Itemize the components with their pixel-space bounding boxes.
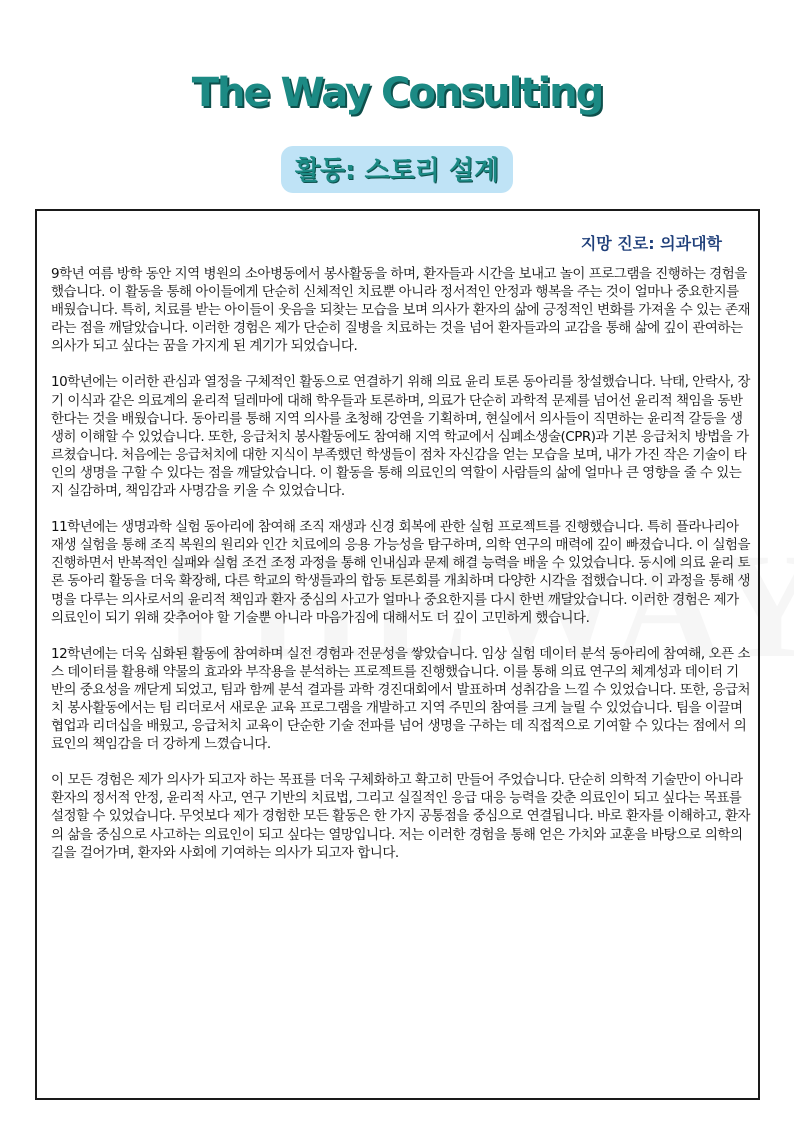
career-goal-label: 지망 진로: 의과대학 [580,234,722,253]
paragraph-conclusion: 이 모든 경험은 제가 의사가 되고자 하는 목표를 더욱 구체화하고 확고히 만들어 주었습니다. 단순히 의학적 기술만이 아니라 환자의 정서적 안정, 윤리적 사고, 연구 기반의 치료법, 그리고 실질적인 응급 대응 능력을 갖춘 의료인이 되고 싶다는 목표를 설정할 수 있었습니다. 무엇보다 제가 경험한 모든 활동은 한 가지 공통점을 중심으로 연결됩니다. 바로 환자를 이해하고, 환자의 삶을 중심으로 사고하는 의료인이 되고 싶다는 열망입니다. 저는 이러한 경험을 통해 얻은 가치와 교훈을 바탕으로 의학의 길을 걸어가며, 환자와 사회에 기여하는 의사가 되고자 합니다. [51,772,751,861]
paragraph-grade-11: 11학년에는 생명과학 실험 동아리에 참여해 조직 재생과 신경 회복에 관한 실험 프로젝트를 진행했습니다. 특히 플라나리아 재생 실험을 통해 조직 복원의 원리와 인간 치료에의 응용 가능성을 탐구하며, 의학 연구의 매력에 깊이 빠졌습니다. 이 실험을 진행하면서 반복적인 실패와 실험 조건 조정 과정을 통해 인내심과 문제 해결 능력을 배울 수 있었습니다. 동시에 의료 윤리 토론 동아리 활동을 더욱 확장해, 다른 학교의 학생들과의 합동 토론회를 개최하며 다양한 시각을 접했습니다. 이 과정을 통해 생명을 다루는 의사로서의 윤리적 책임과 환자 중심의 사고가 얼마나 중요한지를 다시 한번 깨달았습니다. 이러한 경험은 제가 의료인이 되기 위해 갖추어야 할 기술뿐 아니라 마음가짐에 대해서도 더 깊이 고민하게 했습니다. [51,519,751,626]
subtitle-container [0,146,794,193]
story-body [51,265,751,880]
paragraph-grade-12: 12학년에는 더욱 심화된 활동에 참여하며 실전 경험과 전문성을 쌓았습니다. 임상 실험 데이터 분석 동아리에 참여해, 오픈 소스 데이터를 활용해 약물의 효과와 부작용을 분석하는 프로젝트를 진행했습니다. 이를 통해 의료 연구의 체계성과 데이터 기반의 중요성을 깨닫게 되었고, 팀과 함께 분석 결과를 과학 경진대회에서 발표하며 성취감을 느낄 수 있었습니다. 또한, 응급처치 봉사활동에서는 팀 리더로서 새로운 교육 프로그램을 개발하고 지역 주민의 참여를 크게 늘릴 수 있었습니다. 팀을 이끌며 협업과 리더십을 배웠고, 응급처치 교육이 단순한 기술 전파를 넘어 생명을 구하는 데 직접적으로 기여할 수 있다는 점에서 의료인의 책임감을 더 강하게 느꼈습니다. [51,645,751,753]
paragraph-grade-10: 10학년에는 이러한 관심과 열정을 구체적인 활동으로 연결하기 위해 의료 윤리 토론 동아리를 창설했습니다. 낙태, 안락사, 장기 이식과 같은 의료계의 윤리적 딜레마에 대해 학우들과 토론하며, 의료가 단순히 과학적 문제를 넘어선 윤리적 책임을 동반한다는 것을 배웠습니다. 동아리를 통해 지역 의사를 초청해 강연을 기획하며, 현실에서 의사들이 직면하는 윤리적 갈등을 생생히 이해할 수 있었습니다. 또한, 응급처치 봉사활동에도 참여해 지역 학교에서 심폐소생술(CPR)과 기본 응급처치 방법을 가르쳤습니다. 처음에는 응급처치에 대한 지식이 부족했던 학생들이 점차 자신감을 얻는 모습을 보며, 내가 가진 작은 기술이 타인의 생명을 구할 수 있다는 점을 깨달았습니다. 이 활동을 통해 의료인의 역할이 사람들의 삶에 얼마나 큰 영향을 줄 수 있는지 실감하며, 책임감과 사명감을 키울 수 있었습니다. [51,374,750,500]
paragraph-grade-9: 9학년 여름 방학 동안 지역 병원의 소아병동에서 봉사활동을 하며, 환자들과 시간을 보내고 놀이 프로그램을 진행하는 경험을 했습니다. 이 활동을 통해 아이들에게 단순히 신체적인 치료뿐 아니라 정서적인 안정과 행복을 주는 것이 얼마나 중요한지를 배웠습니다. 특히, 치료를 받는 아이들이 웃음을 되찾는 모습을 보며 의사가 환자의 삶에 긍정적인 변화를 가져올 수 있는 존재라는 점을 깨달았습니다. 이러한 경험은 제가 단순히 질병을 치료하는 것을 넘어 환자들과의 교감을 통해 삶에 깊이 관여하는 의사가 되고 싶다는 꿈을 가지게 된 계기가 되었습니다. [51,266,751,355]
document-frame [35,209,760,1100]
page-title: The Way Consulting [191,70,603,116]
activity-subtitle: 활동: 스토리 설계 [281,146,513,193]
